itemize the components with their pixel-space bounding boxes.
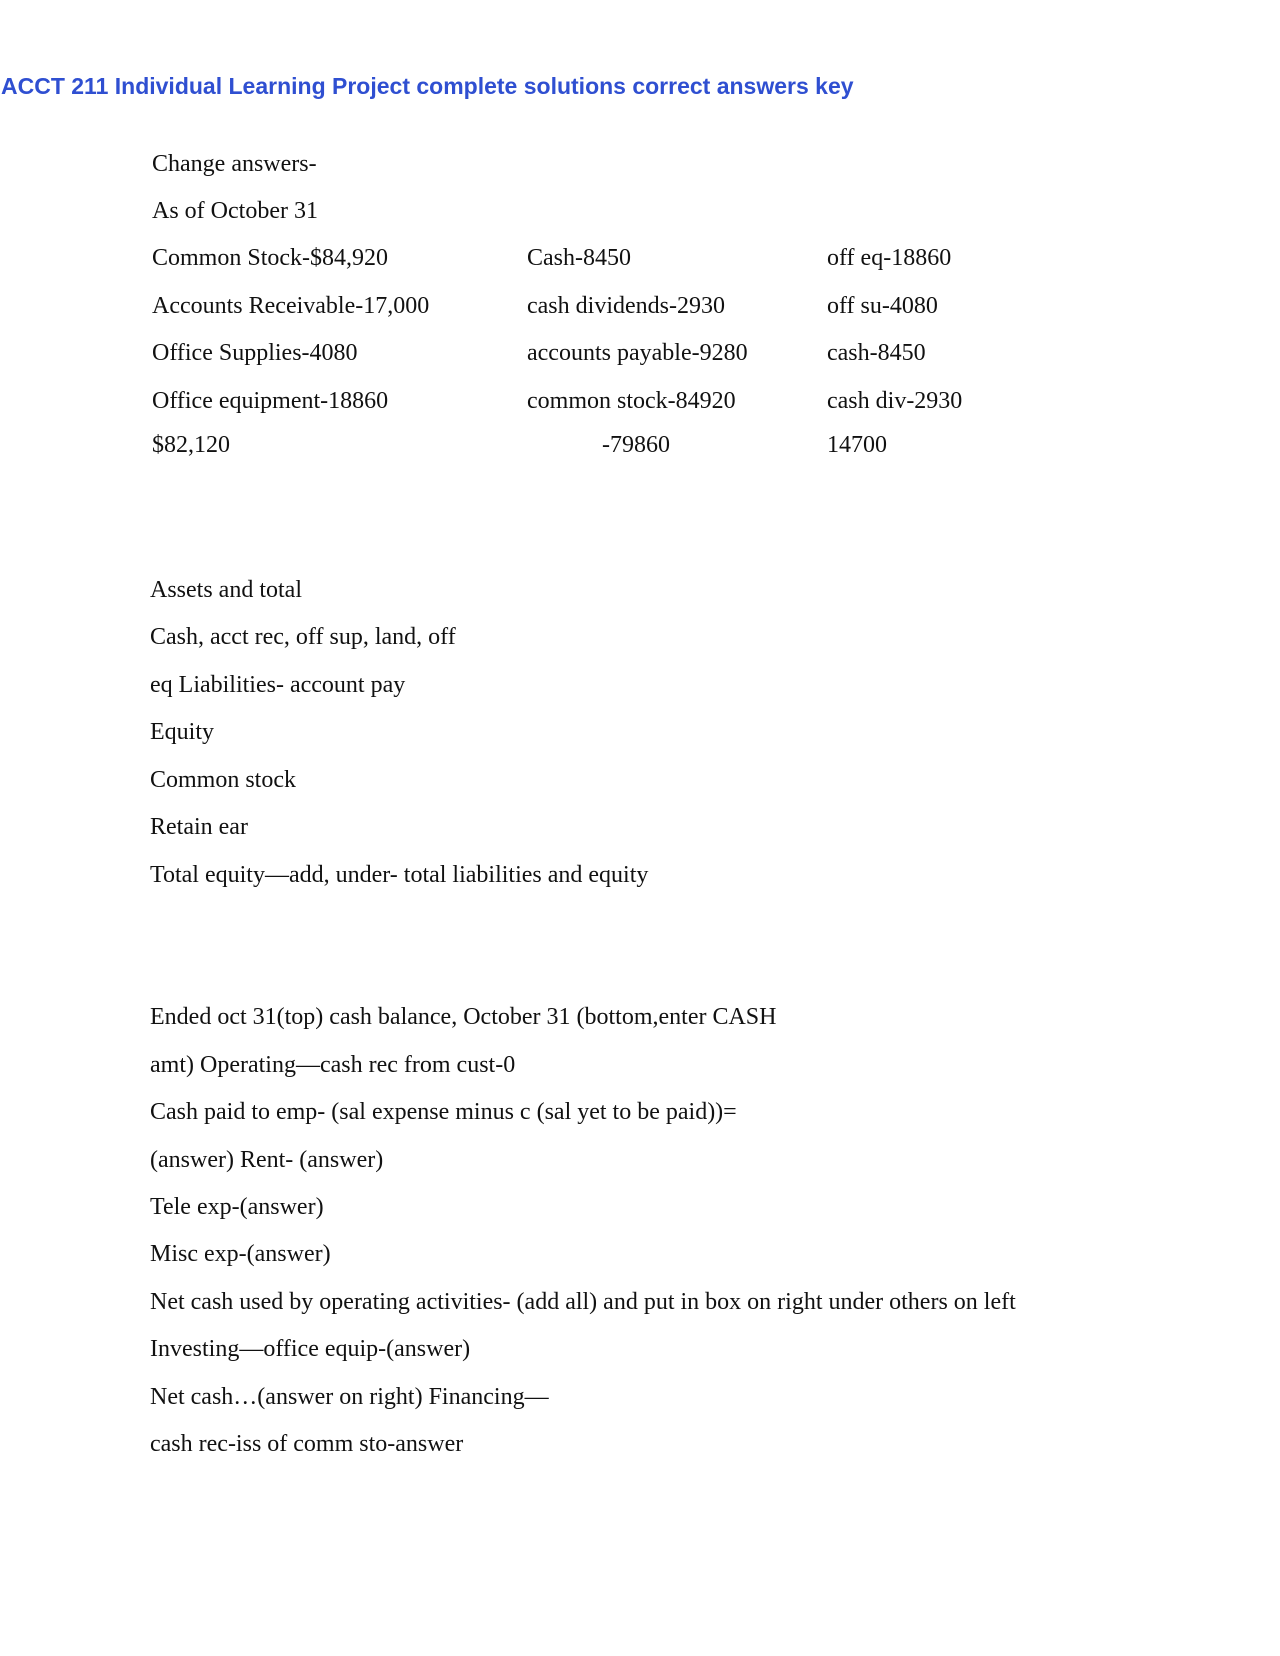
text-line: amt) Operating—cash rec from cust-0: [150, 1052, 516, 1078]
text-line: Net cash…(answer on right) Financing—: [150, 1384, 549, 1410]
text-line: Ended oct 31(top) cash balance, October 31 (bottom,enter CASH: [150, 1004, 777, 1030]
table-cell: Office Supplies-4080: [152, 340, 358, 366]
table-cell: accounts payable-9280: [527, 340, 748, 366]
table-cell: Cash-8450: [527, 245, 631, 271]
text-line: Common stock: [150, 767, 297, 793]
table-cell: Common Stock-$84,920: [152, 245, 389, 271]
text-line: Misc exp-(answer): [150, 1241, 331, 1267]
table-cell: off eq-18860: [827, 245, 952, 271]
table-cell: cash-8450: [827, 340, 926, 366]
total-cell: $82,120: [152, 432, 230, 458]
text-line: Cash, acct rec, off sup, land, off: [150, 624, 456, 650]
text-line: Cash paid to emp- (sal expense minus c (sal yet to be paid))=: [150, 1099, 737, 1125]
document-title: ACCT 211 Individual Learning Project complete solutions correct answers key: [1, 73, 854, 99]
text-line: Investing—office equip-(answer): [150, 1336, 471, 1362]
table-cell: cash dividends-2930: [527, 293, 725, 319]
text-line: Net cash used by operating activities- (add all) and put in box on right under others on left: [150, 1289, 1016, 1315]
table-cell: off su-4080: [827, 293, 938, 319]
text-line: Tele exp-(answer): [150, 1194, 324, 1220]
total-cell: -79860: [602, 432, 670, 458]
table-cell: common stock-84920: [527, 388, 736, 414]
total-cell: 14700: [827, 432, 887, 458]
table-cell: Office equipment-18860: [152, 388, 389, 414]
intro-heading: Change answers-: [152, 151, 317, 177]
table-cell: cash div-2930: [827, 388, 963, 414]
text-line: Equity: [150, 719, 214, 745]
as-of-date: As of October 31: [152, 198, 318, 224]
text-line: Retain ear: [150, 814, 248, 840]
table-cell: Accounts Receivable-17,000: [152, 293, 430, 319]
text-line: Assets and total: [150, 577, 302, 603]
text-line: Total equity—add, under- total liabilities and equity: [150, 862, 649, 888]
text-line: (answer) Rent- (answer): [150, 1147, 384, 1173]
text-line: cash rec-iss of comm sto-answer: [150, 1431, 464, 1457]
text-line: eq Liabilities- account pay: [150, 672, 406, 698]
